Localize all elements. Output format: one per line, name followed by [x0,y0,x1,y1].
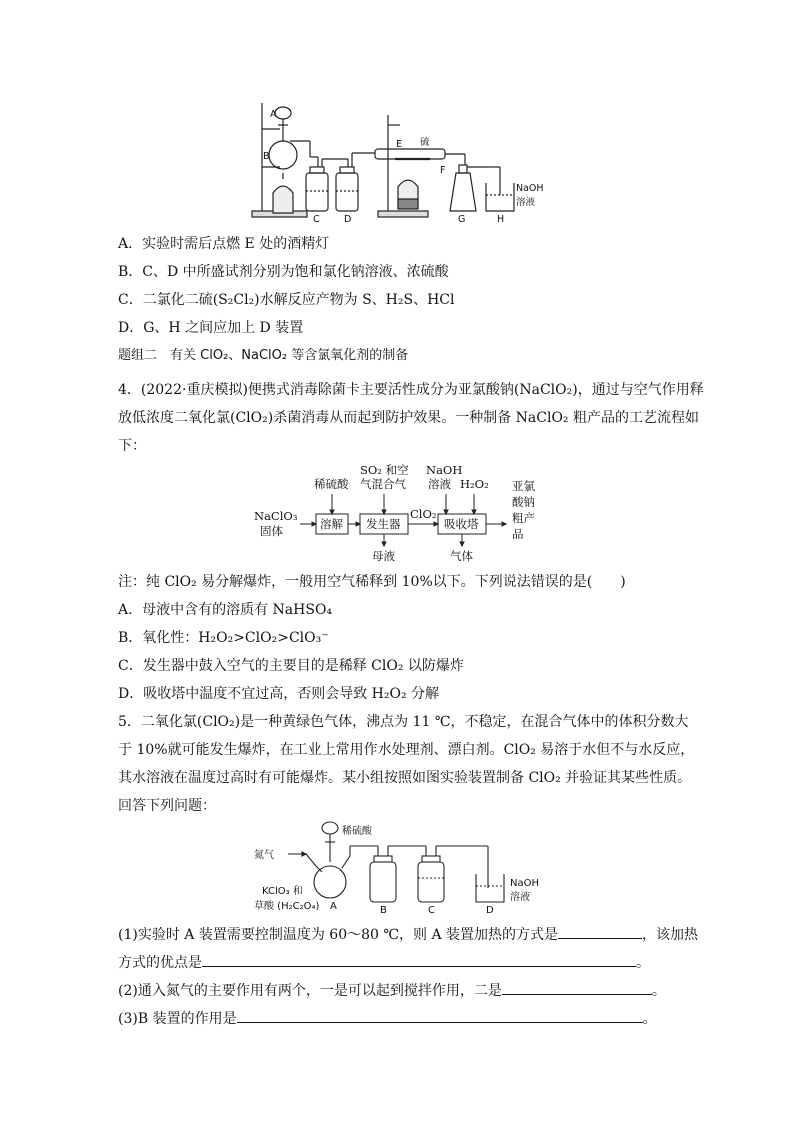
flow-input-1: NaClO₃ [254,509,298,523]
fig1-label-solution: 溶液 [516,197,536,208]
subq-3-line [118,1008,657,1029]
apparatus-figure-1 [240,95,544,225]
subq-2-answer-blank[interactable] [502,980,652,995]
q4-option-b: B．氧化性：H₂O₂>ClO₂>ClO₃⁻ [118,630,329,646]
fig1-label-naoh: NaOH [516,183,544,194]
subq-1-text-b: ，该加热 [642,927,699,943]
fig1-label-E: E [396,139,403,150]
subq-3-answer-blank[interactable] [237,1008,643,1023]
subq-1-line1 [118,924,698,945]
fig1-label-D: D [344,214,352,225]
flow-input-2: 固体 [260,524,283,538]
flow-top-naoh-a: NaOH [426,463,463,477]
fig1-label-H: H [497,214,505,225]
fig2-label-nitrogen: 氮气 [254,850,274,861]
flow-output-2: 酸钠 [512,495,535,509]
flow-top-h2o2: H₂O₂ [460,477,489,491]
fig2-label-B: B [380,905,387,916]
fig1-label-B: B [263,151,270,162]
flow-output-4: 品 [512,527,524,541]
flow-top-so2-b: 气混合气 [360,477,406,491]
process-flow-chart [250,460,550,572]
subq-1-line2 [118,952,650,973]
fig2-label-A: A [330,901,337,912]
fig2-label-acid: 稀硫酸 [342,826,372,837]
q4-note: 注：纯 ClO₂ 易分解爆炸，一般用空气稀释到 10%以下。下列说法错误的是( ) [118,574,626,590]
subq-1-answer-blank-2[interactable] [202,952,636,967]
apparatus-figure-2 [250,816,560,920]
q5-stem-line3: 其水溶液在温度过高时有可能爆炸。某小组按照如图实验装置制备 ClO₂ 并验证其某些性质。 [118,770,692,786]
fig2-label-D: D [486,905,494,916]
subq-1-text-a: (1)实验时 A 装置需要控制温度为 60～80 ℃，则 A 装置加热的方式是 [118,927,559,943]
subq-1-text-d: 。 [636,955,650,971]
flow-top-naoh-b: 溶液 [428,477,451,491]
flow-output-3: 粗产 [512,511,535,525]
flow-box-generator: 发生器 [366,517,401,531]
flow-top-acid: 稀硫酸 [314,477,349,491]
q3-option-c: C．二氯化二硫(S₂Cl₂)水解反应产物为 S、H₂S、HCl [118,292,455,308]
fig2-label-C: C [428,905,435,916]
q3-option-d: D．G、H 之间应加上 D 装置 [118,320,304,336]
q3-option-b: B．C、D 中所盛试剂分别为饱和氯化钠溶液、浓硫酸 [118,264,449,280]
fig2-label-naoh: NaOH [510,878,539,889]
q5-stem-line4: 回答下列问题： [118,798,216,814]
q4-option-c: C．发生器中鼓入空气的主要目的是稀释 ClO₂ 以防爆炸 [118,658,464,674]
fig1-label-G: G [458,214,466,225]
fig1-label-F: F [440,165,446,176]
subq-3-text-a: (3)B 装置的作用是 [118,1011,237,1027]
q4-stem-line3: 下： [118,438,146,454]
fig2-label-kclo3-a: KClO₃ 和 [262,886,303,897]
q4-option-d: D．吸收塔中温度不宜过高，否则会导致 H₂O₂ 分解 [118,686,440,702]
flow-bottom-mother-liquor: 母液 [372,549,395,563]
q3-option-a: A．实验时需后点燃 E 处的酒精灯 [118,236,330,252]
subq-1-answer-blank-1[interactable] [558,924,642,939]
q4-stem-line1: 4．(2022·重庆模拟)便携式消毒除菌卡主要活性成分为亚氯酸钠(NaClO₂)，通过与空气作用释 [118,382,704,398]
fig1-label-A: A [270,109,277,120]
flow-mid-clo2: ClO₂ [410,507,437,521]
flow-output-1: 亚氯 [512,479,535,493]
q5-stem-line2: 于 10%就可能发生爆炸，在工业上常用作水处理剂、漂白剂。ClO₂ 易溶于水但不与水反应， [118,742,695,758]
subq-3-text-b: 。 [642,1011,657,1027]
flow-box-dissolve: 溶解 [320,517,343,531]
flow-box-absorber: 吸收塔 [444,517,479,531]
subq-2-line [118,980,666,1001]
fig1-label-C: C [313,214,320,225]
subq-2-text-b: 。 [651,983,666,999]
q5-stem-line1: 5．二氧化氯(ClO₂)是一种黄绿色气体，沸点为 11 ℃，不稳定，在混合气体中的体积分数大 [118,714,689,730]
fig2-label-solution: 溶液 [510,892,530,903]
subq-1-text-c: 方式的优点是 [118,955,202,971]
group2-title: 题组二 有关 ClO₂、NaClO₂ 等含氯氧化剂的制备 [118,348,409,363]
subq-2-text-a: (2)通入氮气的主要作用有两个，一是可以起到搅拌作用，二是 [118,983,502,999]
q4-option-a: A．母液中含有的溶质有 NaHSO₄ [118,602,333,618]
flow-bottom-gas: 气体 [450,549,473,563]
fig2-label-kclo3-b: 草酸 (H₂C₂O₄) [254,901,320,912]
q4-stem-line2: 放低浓度二氧化氯(ClO₂)杀菌消毒从而起到防护效果。一种制备 NaClO₂ 粗产品的工艺流程如 [118,410,699,426]
fig1-label-sulfur: 硫 [420,137,430,148]
flow-top-so2-a: SO₂ 和空 [360,463,409,477]
